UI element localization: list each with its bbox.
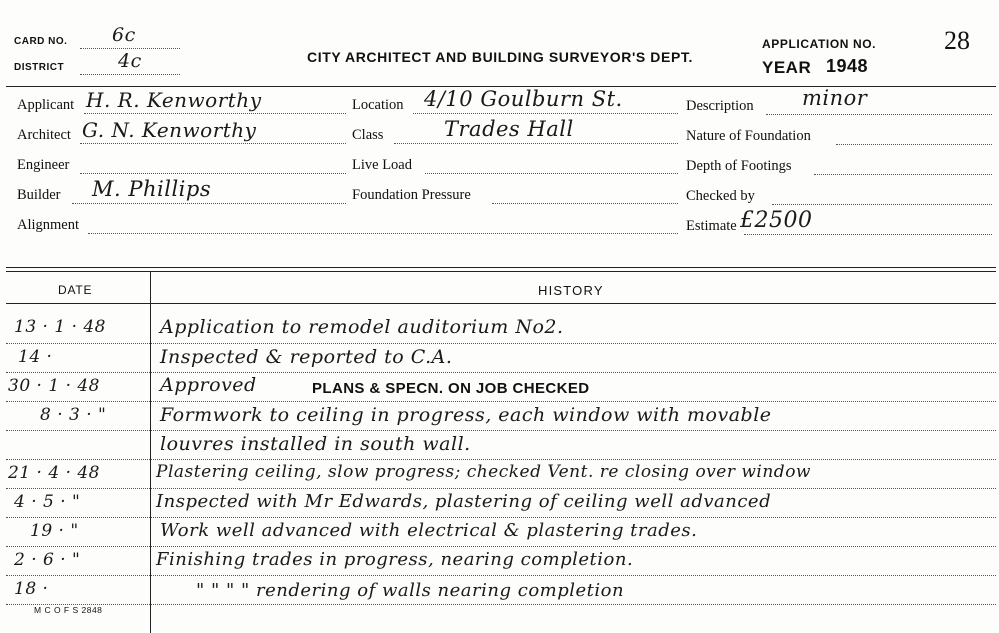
row-history: Inspected & reported to C.A.: [160, 346, 453, 368]
description-value: minor: [802, 86, 868, 110]
alignment-line: [88, 233, 678, 234]
engineer-line: [80, 173, 346, 174]
row-line: [6, 372, 996, 373]
live-load-label: Live Load: [352, 157, 412, 173]
district-label: DISTRICT: [14, 62, 65, 73]
application-number: 28: [944, 26, 970, 55]
table-top-rule-2: [6, 271, 996, 272]
class-label: Class: [352, 127, 384, 143]
row-line: [6, 575, 996, 576]
builder-value: M. Phillips: [92, 177, 212, 201]
architect-line: [80, 143, 346, 144]
department-title: CITY ARCHITECT AND BUILDING SURVEYOR'S DEPT.: [307, 49, 693, 65]
row-history: Work well advanced with electrical & plastering trades.: [160, 520, 698, 541]
row-line: [6, 343, 996, 344]
row-history: Inspected with Mr Edwards, plastering of ceiling well advanced: [156, 491, 772, 512]
row-line: [6, 517, 996, 518]
class-value: Trades Hall: [444, 117, 574, 141]
architect-label: Architect: [17, 127, 71, 143]
row-date: 4 · 5 · ": [14, 492, 81, 512]
class-line: [394, 143, 678, 144]
checked-by-label: Checked by: [686, 188, 755, 204]
row-history: Application to remodel auditorium No2.: [160, 316, 564, 338]
row-history: Approved: [160, 374, 257, 396]
foundation-pressure-label: Foundation Pressure: [352, 187, 471, 203]
location-value: 4/10 Goulburn St.: [424, 87, 623, 111]
architect-value: G. N. Kenworthy: [82, 118, 257, 142]
row-line: [6, 488, 996, 489]
description-label: Description: [686, 98, 754, 114]
history-column-header: HISTORY: [538, 283, 604, 298]
nature-of-foundation-label: Nature of Foundation: [686, 128, 811, 144]
row-line: [6, 604, 996, 605]
row-date: 8 · 3 · ": [40, 405, 107, 425]
row-date: 19 · ": [30, 521, 79, 541]
nature-of-foundation-line: [836, 144, 992, 145]
date-column-header: DATE: [58, 283, 93, 297]
row-date: 21 · 4 · 48: [8, 463, 101, 483]
live-load-line: [425, 173, 678, 174]
row-date: 14 ·: [18, 347, 53, 367]
application-label: APPLICATION NO.: [762, 37, 877, 51]
row-line: [6, 430, 996, 431]
row-history: Plastering ceiling, slow progress; checked Vent. re closing over window: [156, 462, 811, 482]
district-line: [80, 74, 180, 75]
estimate-label: Estimate: [686, 218, 737, 234]
row-history: Formwork to ceiling in progress, each window with movable: [160, 404, 772, 426]
engineer-label: Engineer: [17, 157, 70, 173]
row-line: [6, 459, 996, 460]
estimate-value: £2500: [740, 208, 813, 233]
row-date: 13 · 1 · 48: [14, 317, 107, 337]
date-column-divider: [150, 271, 151, 633]
checked-stamp: PLANS & SPECN. ON JOB CHECKED: [312, 380, 590, 397]
row-history: " " " " rendering of walls nearing completion: [196, 580, 625, 601]
builder-label: Builder: [17, 187, 61, 203]
form-code: M C O F S 2848: [34, 605, 103, 615]
alignment-label: Alignment: [17, 217, 80, 233]
row-line: [6, 401, 996, 402]
table-top-rule-1: [6, 267, 996, 268]
location-label: Location: [352, 97, 404, 113]
applicant-value: H. R. Kenworthy: [86, 88, 262, 112]
row-history: Finishing trades in progress, nearing completion.: [156, 549, 634, 570]
table-header-rule: [6, 303, 996, 304]
depth-of-footings-line: [814, 174, 992, 175]
location-line: [413, 113, 678, 114]
description-line: [766, 114, 992, 115]
builder-line: [72, 203, 346, 204]
district-value: 4c: [118, 50, 142, 72]
checked-by-line: [772, 204, 992, 205]
card-no-value: 6c: [112, 24, 136, 46]
card-no-label: CARD NO.: [14, 36, 68, 47]
row-date: 30 · 1 · 48: [8, 376, 101, 396]
applicant-line: [84, 113, 346, 114]
depth-of-footings-label: Depth of Footings: [686, 158, 792, 174]
card-no-line: [80, 48, 180, 49]
year-label: YEAR: [762, 58, 812, 77]
applicant-label: Applicant: [17, 97, 75, 113]
row-line: [6, 546, 996, 547]
row-history: louvres installed in south wall.: [160, 433, 471, 455]
year-value: 1948: [826, 56, 869, 76]
row-date: 18 ·: [14, 579, 49, 599]
foundation-pressure-line: [492, 203, 678, 204]
estimate-line: [744, 234, 992, 235]
row-date: 2 · 6 · ": [14, 550, 81, 570]
